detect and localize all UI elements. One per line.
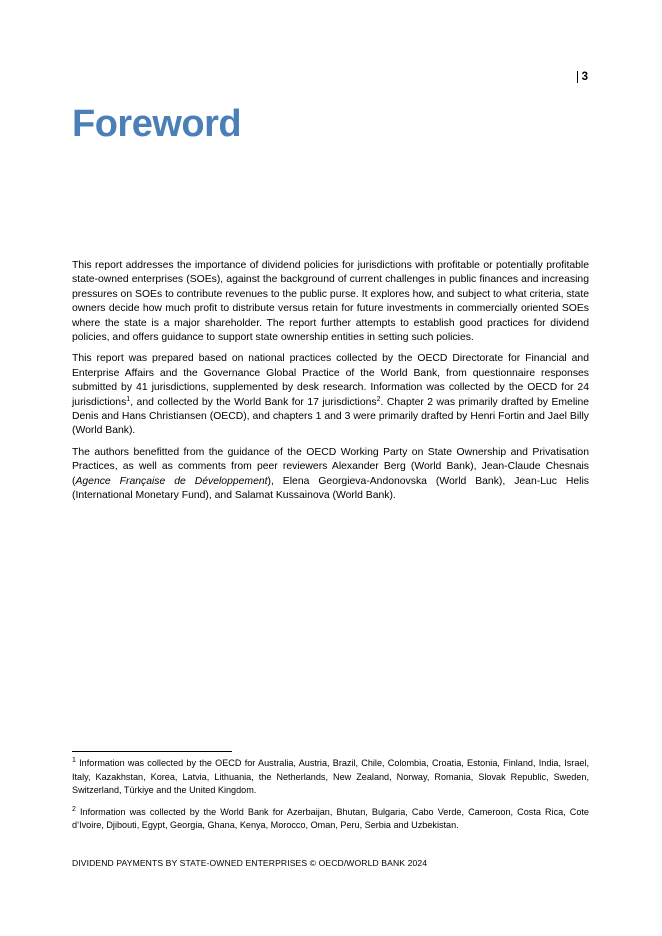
footnote-ref-1[interactable]: 1 [126, 395, 131, 403]
page-title: Foreword [72, 103, 242, 145]
footnote-marker: 2 [72, 805, 76, 813]
paragraph-methodology-text: This report was prepared based on national practices collected by the OECD Directorate for Financial and Enterprise Affairs and the Governance Global Practice of the World Bank, from questionnaire responses submitted by 41 jurisdictions, supplemented by desk research. Information was collected by the OECD for 24 jurisdictions [72, 353, 589, 408]
footnote-marker: 1 [72, 757, 76, 764]
paragraph-methodology-text: . Chapter 2 was primarily drafted by Emeline Denis and Hans Christiansen (OECD), and chapters 1 and 3 were primarily drafted by Henri Fortin and Jael Billy (World Bank). [72, 396, 589, 437]
footnote-text: Information was collected by the OECD for Australia, Austria, Brazil, Chile, Colombia, Croatia, Estonia, Finland, India, Israel, Italy, Kazakhstan, Korea, Latvia, Lithuania, the Netherlands, New Zealand, Norway, Romania, Slovak Republic, Sweden, Switzerland, Türkiye and the United Kingdom. [72, 758, 589, 796]
footnote-text: Information was collected by the World Bank for Azerbaijan, Bhutan, Bulgaria, Cabo Verde, Cameroon, Costa Rica, Cote d’Ivoire, Djibouti, Egypt, Georgia, Ghana, Kenya, Morocco, Oman, Peru, Serbia and Uzbekistan. [72, 806, 589, 831]
paragraph-intro: This report addresses the importance of dividend policies for jurisdictions with profitable or potentially profitable state-owned enterprises (SOEs), against the background of current challenges in public finances and increasing pressures on SOEs to contribute revenues to the public purse. It explores how, and subject to what criteria, state owners decide how much profit to distribute versus retain for future investments in commercially oriented SOEs where the state is a major shareholder. The report further attempts to establish good practices for dividend policies, and offers guidance to support state ownership entities in setting such policies. [72, 260, 589, 344]
paragraph-acknowledgements [72, 446, 589, 504]
page-number: 3 [577, 71, 588, 83]
paragraph-methodology-text: , and collected by the World Bank for 17 jurisdictions [130, 396, 377, 408]
footnote-1 [72, 757, 589, 798]
page-footer: DIVIDEND PAYMENTS BY STATE-OWNED ENTERPRISES © OECD/WORLD BANK 2024 [72, 858, 428, 868]
footnote-ref-2[interactable]: 2 [376, 395, 381, 403]
paragraph-acknowledgements-text: ), Elena Georgieva-Andonovska (World Bank), Jean-Luc Helis (International Monetary Fund), and Salamat Kussainova (World Bank). [72, 475, 589, 502]
paragraph-acknowledgements-text: The authors benefitted from the guidance of the OECD Working Party on State Ownership and Privatisation Practices, as well as comments from peer reviewers Alexander Berg (World Bank), Jean-Claude Chesnais ( [72, 446, 589, 487]
body-text [72, 259, 589, 511]
agency-name-italic: Agence Française de Développement [75, 475, 268, 487]
footnote-2 [72, 806, 589, 833]
paragraph-methodology [72, 352, 589, 438]
footnote-divider [72, 751, 232, 752]
footnotes [72, 757, 589, 841]
